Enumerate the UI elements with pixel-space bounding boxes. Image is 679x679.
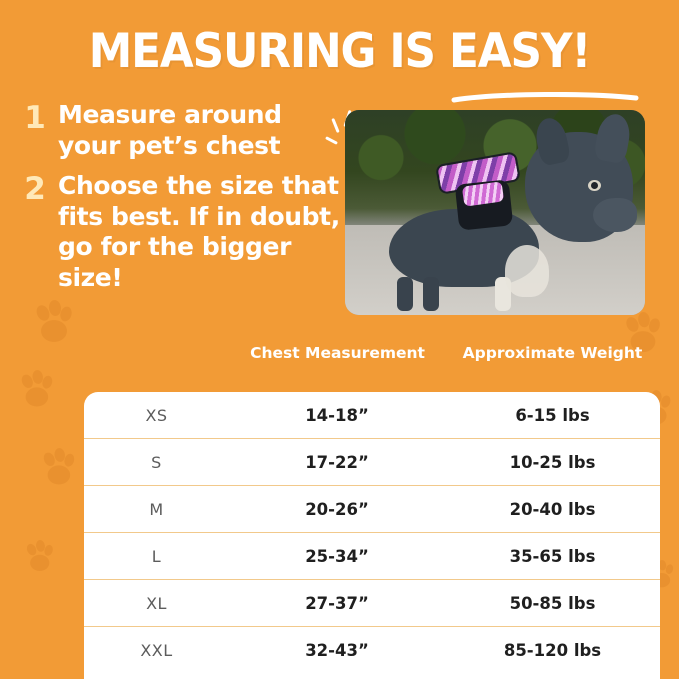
cell-chest: 14-18” xyxy=(305,405,369,425)
cell-chest: 25-34” xyxy=(305,546,369,566)
cell-weight: 50-85 lbs xyxy=(509,593,596,613)
underline-swoosh-icon xyxy=(450,92,640,104)
steps-list xyxy=(18,100,348,303)
step-text: Measure around your pet’s chest xyxy=(58,100,282,160)
cell-chest: 20-26” xyxy=(305,499,369,519)
paw-print-icon xyxy=(38,448,78,488)
step-text: Choose the size that fits best. If in doubt, go for the bigger size! xyxy=(58,171,340,292)
paw-print-icon xyxy=(22,540,56,574)
table-row xyxy=(84,392,660,439)
cell-chest: 17-22” xyxy=(305,452,369,472)
cell-size: M xyxy=(149,499,164,519)
cell-size: L xyxy=(151,546,162,566)
paw-print-icon xyxy=(30,300,76,346)
cell-size: XL xyxy=(146,593,167,613)
table-row xyxy=(84,627,660,674)
step-number: 1 xyxy=(24,100,46,136)
cell-weight: 20-40 lbs xyxy=(509,499,596,519)
cell-chest: 32-43” xyxy=(305,641,369,660)
cell-weight: 10-25 lbs xyxy=(509,452,596,472)
column-header-chest: Chest Measurement xyxy=(250,344,425,362)
cell-weight: 35-65 lbs xyxy=(509,546,596,566)
step-number: 2 xyxy=(24,171,46,207)
size-table xyxy=(84,392,660,679)
list-item xyxy=(18,171,348,293)
cell-size: XXL xyxy=(140,641,173,660)
paw-print-icon xyxy=(16,370,56,410)
column-header-weight: Approximate Weight xyxy=(462,344,643,362)
cell-size: S xyxy=(151,452,162,472)
cell-weight: 85-120 lbs xyxy=(503,641,602,660)
page-title: MEASURING IS EASY! xyxy=(88,24,591,79)
dog-photo xyxy=(345,110,645,315)
cell-weight: 6-15 lbs xyxy=(515,405,590,425)
cell-size: XS xyxy=(145,405,168,425)
table-row xyxy=(84,580,660,627)
table-row xyxy=(84,439,660,486)
cell-chest: 27-37” xyxy=(305,593,369,613)
list-item xyxy=(18,100,348,161)
table-row xyxy=(84,533,660,580)
table-row xyxy=(84,486,660,533)
table-header-row xyxy=(230,344,660,364)
